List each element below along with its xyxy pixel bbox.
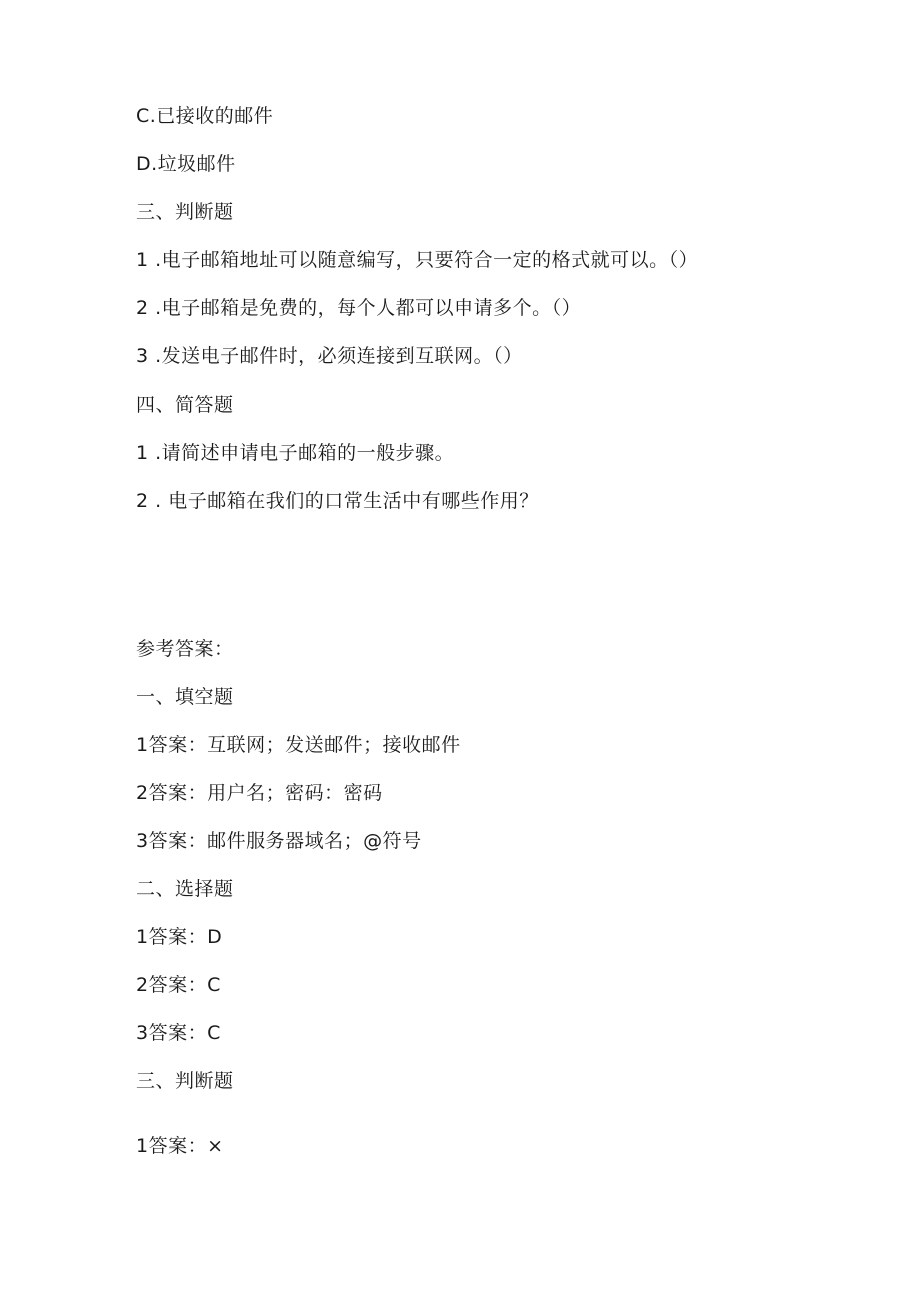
true-false-answer-1: 1答案：× — [136, 1135, 224, 1157]
choice-answer-3: 3答案：C — [136, 1022, 221, 1044]
short-answer-question-1: 1 .请简述申请电子邮箱的一般步骤。 — [136, 442, 455, 464]
section-heading-short-answer: 四、简答题 — [136, 394, 234, 416]
option-d: D.垃圾邮件 — [136, 153, 236, 175]
answer-key-heading: 参考答案： — [136, 638, 234, 660]
short-answer-question-2: 2 . 电子邮箱在我们的口常生活中有哪些作用？ — [136, 490, 539, 512]
option-c: C.已接收的邮件 — [136, 105, 274, 127]
answer-section-true-false: 三、判断题 — [136, 1070, 234, 1092]
answer-section-multiple-choice: 二、选择题 — [136, 878, 234, 900]
true-false-question-1: 1 .电子邮箱地址可以随意编写，只要符合一定的格式就可以。（） — [136, 249, 699, 271]
fill-blank-answer-1: 1答案：互联网；发送邮件；接收邮件 — [136, 734, 461, 756]
choice-answer-2: 2答案：C — [136, 974, 221, 996]
fill-blank-answer-3: 3答案：邮件服务器域名；@符号 — [136, 830, 422, 852]
answer-section-fill-blank: 一、填空题 — [136, 686, 234, 708]
section-heading-true-false: 三、判断题 — [136, 201, 234, 223]
fill-blank-answer-2: 2答案：用户名；密码：密码 — [136, 782, 383, 804]
true-false-question-2: 2 .电子邮箱是免费的，每个人都可以申请多个。（） — [136, 297, 582, 319]
true-false-question-3: 3 .发送电子邮件时，必须连接到互联网。（） — [136, 345, 523, 367]
choice-answer-1: 1答案：D — [136, 926, 223, 948]
